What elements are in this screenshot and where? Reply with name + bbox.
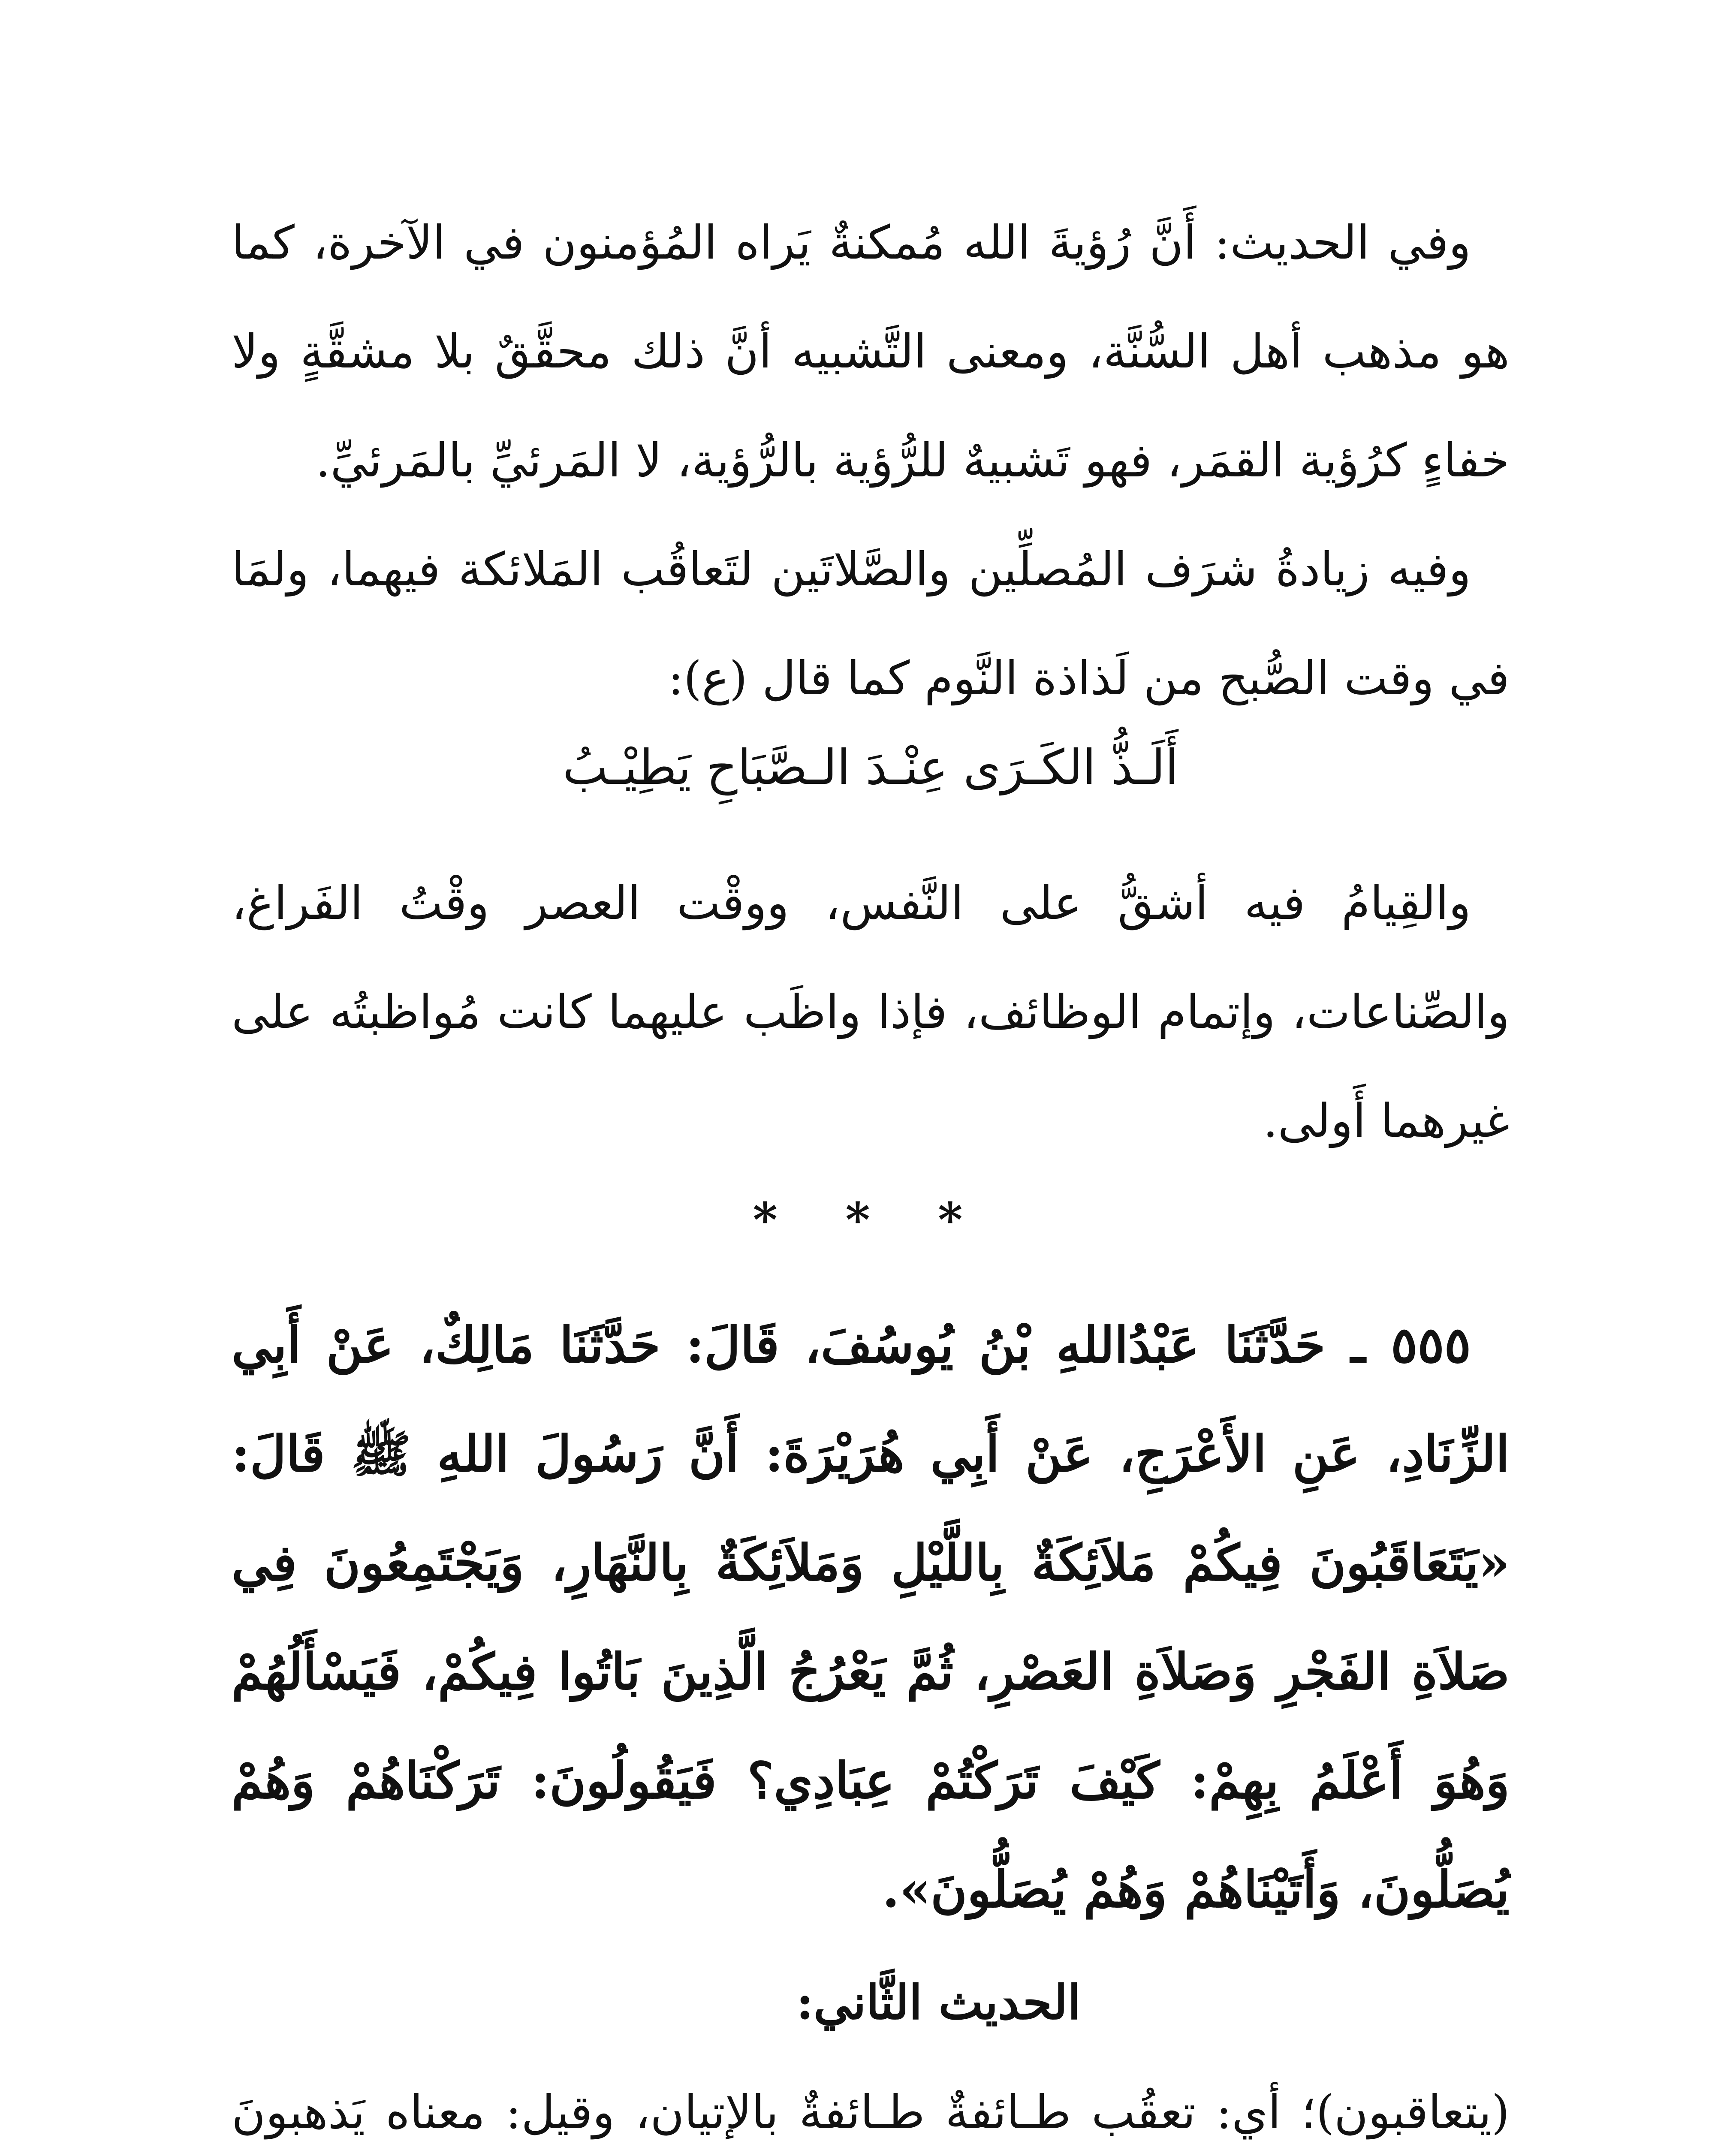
- poetry-verse: أَلَـذُّ الكَـرَى عِنْـدَ الـصَّبَاحِ يَطِيْـبُ: [563, 740, 1178, 795]
- section-heading: [232, 1960, 1510, 2045]
- hadith-text: ٥٥٥ ـ حَدَّثَنَا عَبْدُاللهِ بْنُ يُوسُفَ، قَالَ: حَدَّثَنَا مَالِكٌ، عَنْ أَبِي الزِّنَادِ، عَنِ الأَعْرَجِ، عَنْ أَبِي هُرَيْرَةَ: أَنَّ رَسُولَ اللهِ ﷺ قَالَ: «يَتَعَاقَبُونَ فِيكُمْ مَلاَئِكَةٌ بِاللَّيْلِ وَمَلاَئِكَةٌ بِالنَّهَارِ، وَيَجْتَمِعُونَ فِي صَلاَةِ الفَجْرِ وَصَلاَةِ العَصْرِ، ثُمَّ يَعْرُجُ الَّذِينَ بَاتُوا فِيكُمْ، فَيَسْأَلُهُمْ وَهُوَ أَعْلَمُ بِهِمْ: كَيْفَ تَرَكْتُمْ عِبَادِي؟ فَيَقُولُونَ: تَرَكْنَاهُمْ وَهُمْ يُصَلُّونَ، وَأَتَيْنَاهُمْ وَهُمْ يُصَلُّونَ».: [232, 1316, 1510, 1919]
- hadith-block: [232, 1291, 1510, 1944]
- paragraph-angels: وفيه زيادةُ شرَف المُصلِّين والصَّلاتَين لتَعاقُب المَلائكة فيهما، ولمَا في وقت الصُّبح من لَذاذة النَّوم كما قال (ع):: [232, 543, 1510, 705]
- section-separator: * * *: [753, 1192, 989, 1247]
- paragraph-yataaqabun: (يتعاقبون)؛ أي: تعقُب طـائفةٌ طـائفةٌ بالإتيان، وقيل: معناه يَذهبونَ: [232, 2086, 1510, 2139]
- paragraph-standing: والقِيامُ فيه أشقُّ على النَّفس، ووقْت العصر وقْتُ الفَراغ، والصِّناعات، وإتمام الوظائف، فإذا واظَب عليهما كانت مُواظبتُه على غيرهما أَولى.: [232, 876, 1510, 1148]
- commentary-block-1: [232, 189, 1510, 733]
- heading-text: الحديث الثَّاني:: [796, 1975, 1081, 2030]
- commentary-block-3: [232, 2058, 1510, 2144]
- paragraph-ruyah: وفي الحديث: أَنَّ رُؤيةَ الله مُمكنةٌ يَراه المُؤمنون في الآخرة، كما هو مذهب أهل السُّنَّة، ومعنى التَّشبيه أنَّ ذلك محقَّقٌ بلا مشقَّةٍ ولا خفاءٍ كرُؤية القمَر، فهو تَشبيهٌ للرُّؤية بالرُّؤية، لا المَرئيِّ بالمَرئيِّ.: [232, 216, 1510, 488]
- commentary-block-2: [232, 849, 1510, 1176]
